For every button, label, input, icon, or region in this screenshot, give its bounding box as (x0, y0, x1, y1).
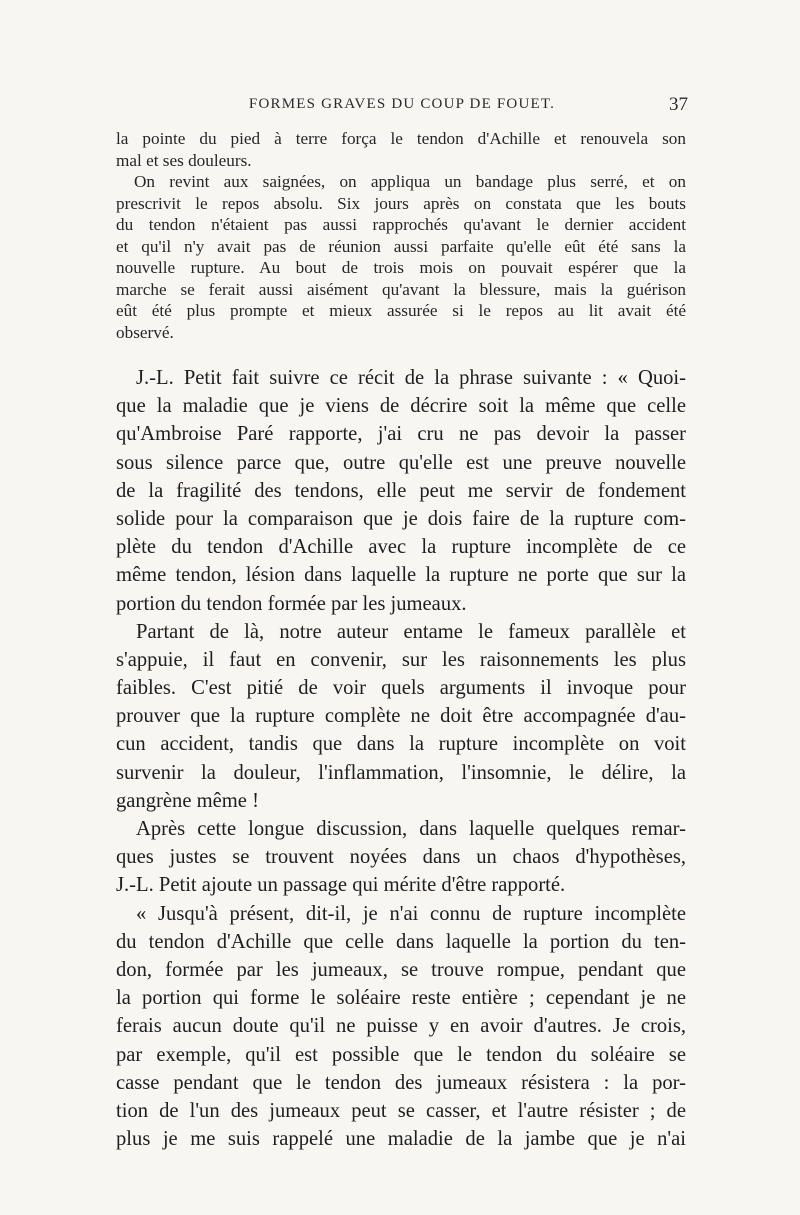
text-line: ferais aucun doute qu'il ne puisse y en avoir d'autres. Je crois, (116, 1015, 686, 1038)
text-line: et qu'il n'y avait pas de réunion aussi parfaite qu'elle eût été sans la (116, 236, 686, 256)
page-header (116, 96, 688, 120)
text-line: solide pour la comparaison que je dois faire de la rupture com- (116, 507, 686, 530)
text-line: ques justes se trouvent noyées dans un chaos d'hypothèses, (116, 846, 686, 869)
text-line: même tendon, lésion dans laquelle la rupture ne porte que sur la (116, 564, 686, 587)
small-type-paragraphs (116, 128, 686, 343)
text-line: nouvelle rupture. Au bout de trois mois on pouvait espérer que la (116, 258, 686, 277)
text-line: plus je me suis rappelé une maladie de la jambe que je n'ai (116, 1128, 686, 1151)
text-line: J.-L. Petit ajoute un passage qui mérite d'être rapporté. (116, 874, 566, 897)
text-line: Après cette longue discussion, dans laquelle quelques remar- (136, 818, 686, 840)
text-line: du tendon d'Achille que celle dans laquelle la portion du ten- (116, 930, 686, 953)
text-line: par exemple, qu'il est possible que le tendon du soléaire se (116, 1043, 686, 1066)
text-line: mal et ses douleurs. (116, 150, 252, 170)
text-line: de la fragilité des tendons, elle peut me servir de fondement (116, 479, 686, 502)
text-line: gangrène même ! (116, 789, 259, 812)
text-line: On revint aux saignées, on appliqua un bandage plus serré, et on (134, 172, 686, 191)
text-line: prescrivit le repos absolu. Six jours après on constata que les bouts (116, 193, 686, 213)
text-line: « Jusqu'à présent, dit-il, je n'ai connu de rupture incomplète (136, 902, 686, 925)
text-line: casse pendant que le tendon des jumeaux résistera : la por- (116, 1071, 686, 1094)
text-line: eût été plus prompte et mieux assurée si le repos au lit avait été (116, 301, 686, 320)
page-number: 37 (669, 94, 688, 115)
text-line: don, formée par les jumeaux, se trouve rompue, pendant que (116, 958, 686, 981)
text-line: s'appuie, il faut en convenir, sur les raisonnements les plus (116, 648, 686, 671)
running-title: FORMES GRAVES DU COUP DE FOUET. (248, 96, 556, 112)
text-line: tion de l'un des jumeaux peut se casser, et l'autre résister ; de (116, 1099, 686, 1122)
text-line: sous silence parce que, outre qu'elle est une preuve nouvelle (116, 451, 686, 474)
text-line: survenir la douleur, l'inflammation, l'insomnie, le délire, la (116, 761, 686, 784)
text-line: qu'Ambroise Paré rapporte, j'ai cru ne pas devoir la passer (116, 423, 686, 446)
text-line: Partant de là, notre auteur entame le fameux parallèle et (136, 620, 686, 643)
text-line: J.-L. Petit fait suivre ce récit de la phrase suivante : « Quoi- (136, 367, 686, 389)
text-line: portion du tendon formée par les jumeaux. (116, 592, 467, 615)
text-line: que la maladie que je viens de décrire soit la même que celle (116, 395, 686, 418)
text-line: prouver que la rupture complète ne doit être accompagnée d'au- (116, 705, 686, 728)
text-line: cun accident, tandis que dans la rupture incomplète on voit (116, 733, 686, 756)
text-line: marche se ferait aussi aisément qu'avant la blessure, mais la guérison (116, 279, 686, 299)
text-line: plète du tendon d'Achille avec la rupture incomplète de ce (116, 536, 686, 559)
text-line: la pointe du pied à terre força le tendon d'Achille et renouvela son (116, 129, 686, 148)
text-line: faibles. C'est pitié de voir quels arguments il invoque pour (116, 677, 686, 700)
text-line: du tendon n'étaient pas aussi rapprochés qu'avant le dernier accident (116, 215, 686, 234)
text-line: la portion qui forme le soléaire reste entière ; cependant je ne (116, 987, 686, 1010)
text-line: observé. (116, 322, 174, 342)
main-text-paragraphs (116, 364, 686, 1153)
